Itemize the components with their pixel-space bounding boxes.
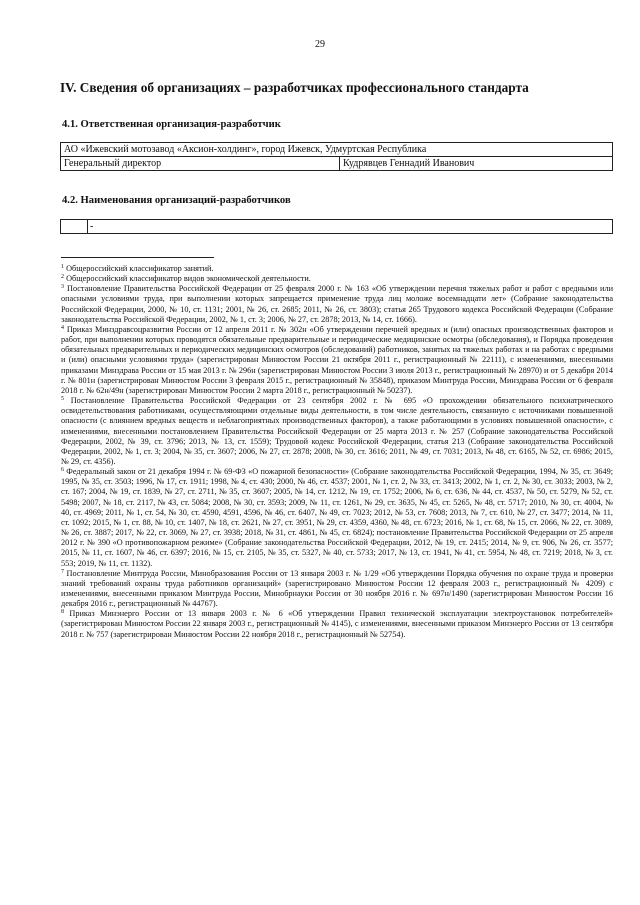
footnote <box>61 325 613 396</box>
org-name-cell: - <box>88 220 613 234</box>
footnote <box>61 569 613 610</box>
footnote-mark: 4 <box>61 324 64 331</box>
row-number-cell <box>61 220 88 234</box>
page-number: 29 <box>315 39 325 50</box>
footnote-mark: 5 <box>61 396 64 403</box>
footnote-mark: 6 <box>61 467 64 474</box>
developer-orgs-heading: 4.2. Наименования организаций-разработчиков <box>62 195 291 206</box>
signatory-row <box>61 157 613 171</box>
responsible-org-heading: 4.1. Ответственная организация-разработчик <box>62 119 281 130</box>
footnote-mark: 8 <box>61 609 64 616</box>
footnote-mark: 1 <box>61 264 64 270</box>
footnote <box>61 467 613 569</box>
developer-orgs-table <box>60 219 613 234</box>
footnote-text: Общероссийский классификатор занятий. <box>66 264 214 273</box>
position-cell: Генеральный директор <box>61 157 340 171</box>
footnotes <box>61 264 613 640</box>
footnote <box>61 264 613 274</box>
footnote-mark: 3 <box>61 284 64 291</box>
footnote-text: Постановление Правительства Российской Федерации от 25 февраля 2000 г. № 163 «Об утверждении перечня тяжелых работ и работ с вредными или опасными условиями труда, при выполнении которых запрещается применение труда лиц моложе восемнадцати лет» (Собрание законодательства Российской Федерации, 2000, № 10, ст. 1131; 2001, № 26, ст. 2685; 2011, № 26, ст. 3803); статья 265 Трудового кодекса Российской Федерации (Собрание законодательства Российской Федерации, 2002, № 1, ст. 3; 2006, № 27, ст. 2878; 2013, № 14, ст. 1666). <box>61 284 614 324</box>
footnote-text: Общероссийский классификатор видов экономической деятельности. <box>66 274 311 284</box>
section-title: IV. Сведения об организациях – разработчиках профессионального стандарта <box>60 80 529 95</box>
responsible-org-table <box>60 142 613 171</box>
footnote-text: Приказ Минздравсоцразвития России от 12 апреля 2011 г. № 302н «Об утверждении перечней вредных и (или) опасных производственных факторов и работ, при выполнении которых проводятся обязательные предварительные и периодические медицинские осмотры (обследования), и Порядка проведения обязательных предварительных и периодических медицинских осмотров (обследований) работников, занятых на тяжелых работах и на работах с вредными и (или) опасными условиями труда» (зарегистрирован Минюстом России 21 октября 2011 г., регистрационный № 22111), с изменениями, внесенными приказами Минздрава России от 15 мая 2013 г. № 296н (зарегистрирован Минюстом России 3 июля 2013 г., регистрационный № 28970) и от 5 декабря 2014 г. № 801н (зарегистрирован Минюстом России 3 февраля 2015 г., регистрационный № 35848), приказом Минтруда России, Минздрава России от 6 февраля 2018 г. № 62н/49н (зарегистрирован Минюстом России 2 марта 2018 г., регистрационный № 50237). <box>61 324 614 395</box>
footnote-separator <box>61 257 214 258</box>
table-row <box>61 220 613 234</box>
footnote <box>61 609 613 639</box>
footnote-text: Приказ Минэнерго России от 13 января 2003 г. № 6 «Об утверждении Правил технической эксплуатации электроустановок потребителей» (зарегистрирован Минюстом России 22 января 2003 г., регистрационный № 4145), с изменениями, внесенными приказом Минэнерго России от 13 сентября 2018 г. № 757 (зарегистрирован Минюстом России 22 ноября 2018 г., регистрационный № 52754). <box>61 609 614 639</box>
footnote-mark: 2 <box>61 274 64 281</box>
footnote-text: Федеральный закон от 21 декабря 1994 г. № 69-ФЗ «О пожарной безопасности» (Собрание законодательства Российской Федерации, 1994, № 35, ст. 3649; 1995, № 35, ст. 3503; 1996, № 17, ст. 1911; 1998, № 4, ст. 430; 2000, № 46, ст. 4537; 2001, № 1, ст. 2, № 33, ст. 3413; 2002, № 1, ст. 2, № 30, ст. 3033; 2003, № 2, ст. 167; 2004, № 19, ст. 1839, № 27, ст. 2711, № 35, ст. 3607; 2005, № 14, ст. 1212, № 19, ст. 1752; 2006, № 6, ст. 636, № 44, ст. 4537, № 50, ст. 5279, № 52, ст. 5498; 2007, № 18, ст. 2117, № 43, ст. 5084; 2008, № 30, ст. 3593; 2009, № 11, ст. 1261, № 29, ст. 3635, № 45, ст. 5265, № 48, ст. 5717; 2010, № 30, ст. 4004, № 40, ст. 4969; 2011, № 1, ст. 54, № 30, ст. 4590, 4591, 4596, № 46, ст. 6407, № 49, ст. 7023; 2012, № 53, ст. 7608; 2013, № 7, ст. 610, № 27, ст. 3477; 2014, № 11, ст. 1092; 2015, № 1, ст. 88, № 10, ст. 1407, № 18, ст. 2621, № 27, ст. 3951, № 29, ст. 4359, 4360, № 48, ст. 6723; 2016, № 1, ст. 68, № 15, ст. 2066, № 22, ст. 3089, № 26, ст. 3887; 2017, № 22, ст. 3069, № 27, ст. 3938; 2018, № 31, ст. 4861, № 45, ст. 6824); постановление Правительства Российской Федерации от 25 апреля 2012 г. № 390 «О противопожарном режиме» (Собрание законодательства Российской Федерации, 2012, № 19, ст. 2415; 2014, № 9, ст. 906, № 26, ст. 3577; 2015, № 11, ст. 1607, № 46, ст. 6397; 2016, № 15, ст. 2105, № 35, ст. 5327, № 40, ст. 5733; 2017, № 13, ст. 1941, № 41, ст. 5954, № 48, ст. 7219; 2018, № 3, ст. 553; 2019, № 11, ст. 1132). <box>61 467 614 568</box>
person-cell: Кудрявцев Геннадий Иванович <box>340 157 613 171</box>
footnote-mark: 7 <box>61 568 64 575</box>
footnote <box>61 284 613 325</box>
footnote-text: Постановление Минтруда России, Минобразования России от 13 января 2003 г. № 1/29 «Об утверждении Порядка обучения по охране труда и проверки знаний требований охраны труда работников организаций» (зарегистрировано Минюстом России 12 февраля 2003 г., регистрационный № 4209) с изменениями, внесенными приказом Минтруда России, Минобрнауки России от 30 ноября 2016 г. № 697н/1490 (зарегистрирован Минюстом России 16 декабря 2016 г., регистрационный № 44767). <box>61 568 614 609</box>
org-name-row <box>61 143 613 157</box>
footnote <box>61 274 613 284</box>
footnote <box>61 396 613 467</box>
footnote-text: Постановление Правительства Российской Федерации от 23 сентября 2002 г. № 695 «О прохождении обязательного психиатрического освидетельствования работниками, осуществляющими отдельные виды деятельности, в том числе деятельность, связанную с источниками повышенной опасности (с влиянием вредных веществ и неблагоприятных производственных факторов), а также работающими в условиях повышенной опасности», с изменениями, внесенными постановлением Правительства Российской Федерации от 25 марта 2013 г. № 257 (Собрание законодательства Российской Федерации, 2002, № 39, ст. 3796; 2013, № 13, ст. 1559); Трудовой кодекс Российской Федерации, статья 213 (Собрание законодательства Российской Федерации, 2002, № 1, ст. 3; 2004, № 35, ст. 3607; 2006, № 27, ст. 2878; 2008, № 30, ст. 3616; 2011, № 49, ст. 7031; 2013, № 48, ст. 6165, № 52, ст. 6986; 2015, № 29, ст. 4356). <box>61 396 613 466</box>
org-name-cell: АО «Ижевский мотозавод «Аксион-холдинг», город Ижевск, Удмуртская Республика <box>61 143 613 157</box>
